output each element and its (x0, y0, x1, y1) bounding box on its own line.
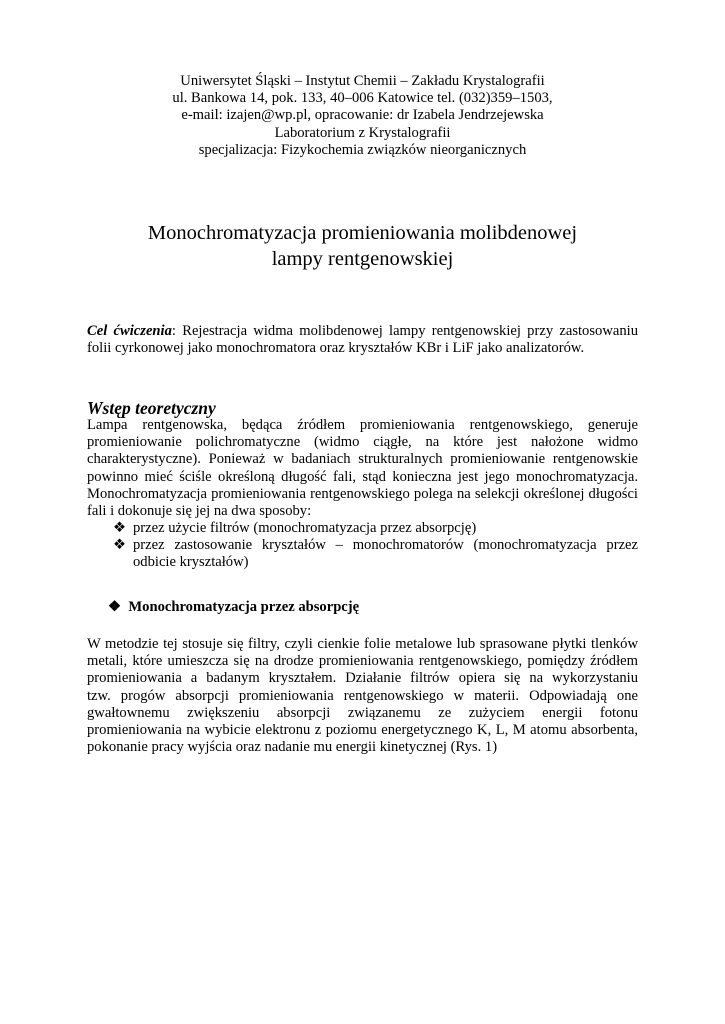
paragraph-line: tzw. progów absorpcji promieniowania rentgenowskiego w materii. Odpowiadają one (87, 687, 638, 704)
list-item (113, 537, 638, 571)
bullet-diamond-icon: ❖ (113, 537, 127, 553)
goal-line (87, 323, 638, 340)
paragraph-line: charakterystyczne). Ponieważ w badaniach strukturalnych promieniowanie rentgenowskie (87, 451, 638, 468)
title-line: Monochromatyzacja promieniowania molibdenowej (147, 222, 578, 244)
absorption-paragraph (87, 636, 638, 756)
document-title (0, 220, 725, 272)
bullet-diamond-icon: ❖ (108, 599, 122, 615)
paragraph-line: promieniowanie polichromatyczne (widmo ciągłe, na które jest nałożone widmo (87, 434, 638, 451)
paragraph-line: W metodzie tej stosuje się filtry, czyli cienkie folie metalowe lub sprasowane płytki tlenków (87, 636, 638, 652)
paragraph-line: Monochromatyzacja promieniowania rentgenowskiego polega na selekcji określonej długości (87, 485, 638, 502)
paragraph-line: promieniowania a badanym kryształem. Działanie filtrów opiera się na wykorzystaniu (87, 670, 638, 687)
paragraph-line: pokonanie pracy wyjścia oraz nadanie mu energii kinetycznej (Rys. 1) (87, 739, 498, 756)
header-line: ul. Bankowa 14, pok. 133, 40–006 Katowice tel. (032)359–1503, (172, 90, 553, 107)
paragraph-line: powinno mieć ściśle określoną długość fali, stąd konieczna jest jego monochromatyzacja. (87, 468, 638, 485)
header-line: Laboratorium z Krystalografii (274, 124, 451, 141)
institution-header (0, 73, 725, 159)
paragraph-line: gwałtownemu zwiększeniu absorpcji związanemu ze zużyciem energii fotonu (87, 704, 638, 721)
header-line: e-mail: izajen@wp.pl, opracowanie: dr Izabela Jendrzejewska (181, 107, 544, 124)
header-line: Uniwersytet Śląski – Instytut Chemii – Zakładu Krystalografii (180, 73, 545, 89)
bullet-diamond-icon: ❖ (113, 520, 127, 536)
list-item-text: odbicie kryształów) (133, 554, 249, 571)
goal-line: folii cyrkonowej jako monochromatora oraz kryształów KBr i LiF jako analizatorów. (87, 340, 585, 357)
goal-paragraph (87, 323, 638, 357)
list-item-text: przez zastosowanie kryształów – monochromatorów (monochromatyzacja przez (133, 537, 638, 553)
paragraph-line: fali i dokonuje się jej na dwa sposoby: (87, 503, 312, 520)
paragraph-line: metali, które umieszcza się na drodze promieniowania rentgenowskiego, pomiędzy źródłem (87, 653, 638, 670)
list-item-text: przez użycie filtrów (monochromatyzacja przez absorpcję) (133, 520, 477, 536)
intro-paragraph (87, 417, 638, 520)
subsection-heading (108, 598, 359, 616)
section-heading-intro: Wstęp teoretyczny (87, 398, 216, 418)
title-line: lampy rentgenowskiej (271, 248, 454, 270)
header-line: specjalizacja: Fizykochemia związków nieorganicznych (198, 141, 527, 158)
goal-text: : Rejestracja widma molibdenowej lampy rentgenowskiej przy zastosowaniu (171, 323, 638, 339)
paragraph-line: Lampa rentgenowska, będąca źródłem promieniowania rentgenowskiego, generuje (87, 417, 638, 433)
goal-label: Cel ćwiczenia (87, 323, 172, 339)
list-item (113, 520, 638, 537)
paragraph-line: promieniowania na wybicie elektronu z poziomu energetycznego K, L, M atomu absorbenta, (87, 722, 638, 739)
subsection-heading-text: Monochromatyzacja przez absorpcję (128, 599, 360, 615)
